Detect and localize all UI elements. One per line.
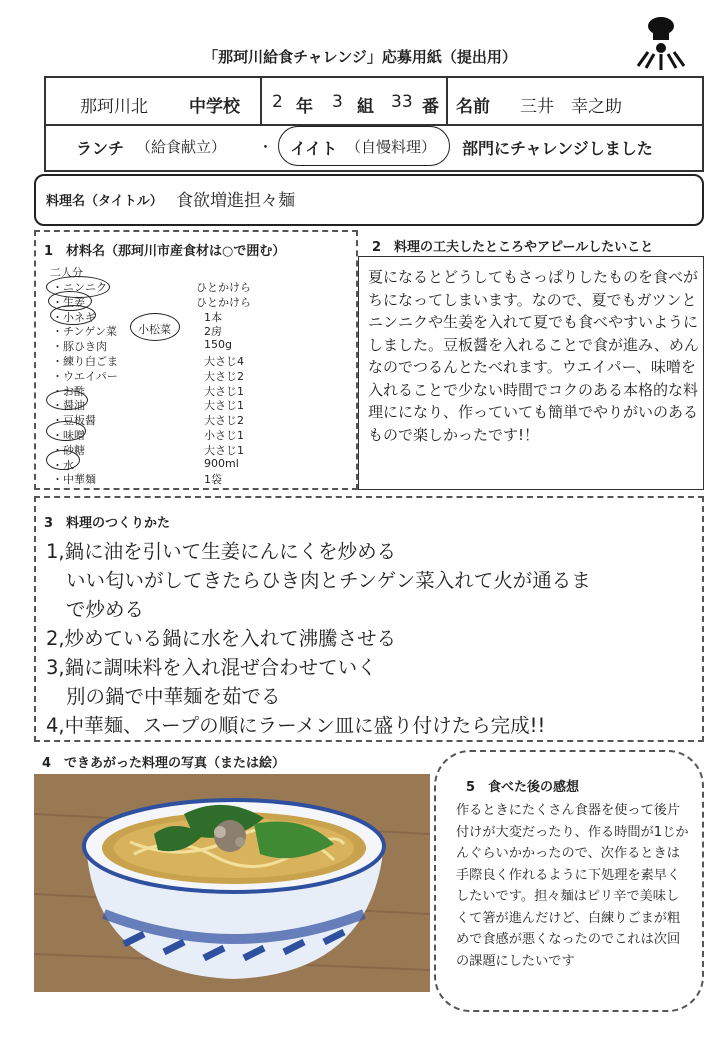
- ingredient-amount: ひとかけら: [196, 281, 251, 294]
- ingredient-name: ・醤油: [52, 399, 85, 413]
- thoughts-text: 作るときにたくさん食器を使って後片付けが大変だったり、作る時間が1じかんぐらいかかったので、次作るときは手際良く作れるように下処理を素早くしたいです。担々麺はピリ辛で美味しくて箸が進んだけど、白練りごまが粗めで食感が悪くなったのでこれは次回の課題にしたいです: [456, 803, 689, 969]
- howto-heading: 3 料理のつくりかた: [44, 516, 171, 531]
- ingredient-amount: 2房: [204, 325, 222, 339]
- appeal-heading: 2 料理の工夫したところやアピールしたいこと: [372, 240, 654, 255]
- dish-name: 食欲増進担々麺: [176, 191, 295, 211]
- ingredient-amount: 小さじ1: [204, 429, 244, 442]
- ingredient-amount: 大さじ4: [204, 355, 244, 368]
- selected-category-circle: [278, 126, 450, 166]
- chef-logo-icon: [626, 8, 696, 78]
- category-eat: イイト: [290, 139, 338, 158]
- ingredient-amount: 1袋: [204, 473, 222, 487]
- grade-label: 年: [296, 97, 313, 117]
- ingredient-name: ・中華麺: [52, 473, 96, 487]
- dish-photo: [34, 774, 430, 992]
- ingredient-amount: 大さじ2: [204, 414, 244, 428]
- category-lunch-note: （給食献立）: [136, 138, 227, 156]
- ingredient-name: ・チンゲン菜: [52, 325, 118, 339]
- challenge-text: 部門にチャレンジしました: [462, 139, 653, 158]
- student-name: 三井 幸之助: [520, 97, 622, 117]
- serving-size: 二人分: [50, 266, 83, 279]
- ingredient-amount: 150g: [204, 338, 232, 352]
- local-ingredient-circle: [46, 390, 88, 410]
- thoughts-heading: 5 食べた後の感想: [466, 780, 580, 795]
- ingredient-amount: 大さじ1: [204, 384, 244, 398]
- ingredient-name: ・練り白ごま: [52, 355, 118, 368]
- ingredient-name: ・豆板醤: [52, 414, 96, 428]
- ingredient-amount: 1本: [204, 310, 222, 324]
- form-title: 「那珂川給食チャレンジ」応募用紙（提出用）: [203, 48, 517, 66]
- photo-heading: 4 できあがった料理の写真（または絵）: [42, 756, 286, 771]
- school-type: 中学校: [189, 97, 240, 117]
- school-name: 那珂川北: [80, 97, 148, 117]
- number-value: 33: [391, 92, 413, 112]
- ingredient-amount: 大さじ2: [204, 369, 244, 383]
- ingredient-amount: 大さじ1: [204, 399, 244, 413]
- howto-step: 別の鍋で中華麺を茹でる: [66, 685, 281, 708]
- ingredient-amount: 900ml: [204, 456, 239, 470]
- appeal-text: 夏になるとどうしてもさっぱりしたものを食べがちになってしまいます。なので、夏でもガツンとニンニクや生姜を入れて夏でも食べやすいようにしました。豆板醤を入れることで食が進み、めんなのでつるんとたべれます。ウエイパー、味噌を入れることで少ない時間でコクのある本格的な料理にになり、作っていても簡単でやりがいのあるもので楽しかったです!！: [368, 268, 699, 444]
- local-ingredient-circle: [46, 450, 80, 470]
- ingredient-name: ・ニンニク: [52, 281, 107, 294]
- class-value: 3: [332, 92, 343, 112]
- category-separator: ・: [258, 138, 274, 156]
- category-eat-note: （自慢料理）: [346, 138, 437, 156]
- dish-name-label: 料理名（タイトル）: [46, 194, 163, 209]
- local-ingredient-circle: [130, 313, 180, 341]
- ingredient-name: ・味噌: [52, 429, 85, 442]
- howto-step: いい匂いがしてきたらひき肉とチンゲン菜入れて火が通るま: [66, 569, 591, 592]
- ingredient-name: ・砂糖: [52, 443, 85, 457]
- ingredient-amount: 大さじ1: [204, 443, 244, 457]
- grade-value: 2: [272, 92, 283, 112]
- local-ingredient-circle: [46, 421, 86, 441]
- category-lunch: ランチ: [76, 139, 125, 158]
- circled-extra-ingredient: 小松菜: [138, 323, 171, 336]
- number-label: 番: [422, 97, 439, 117]
- howto-step: 4,中華麺、スープの順にラーメン皿に盛り付けたら完成!!: [46, 714, 546, 737]
- ingredient-name: ・生姜: [52, 295, 85, 309]
- ingredient-name: ・水: [52, 458, 74, 472]
- name-label: 名前: [456, 97, 490, 117]
- class-label: 組: [357, 97, 374, 117]
- howto-step: で炒める: [66, 598, 145, 621]
- howto-step: 1,鍋に油を引いて生姜にんにくを炒める: [46, 540, 397, 563]
- ingredient-name: ・小ネギ: [52, 310, 96, 324]
- ingredient-name: ・豚ひき肉: [52, 340, 107, 354]
- ingredient-name: ・ウエイパー: [52, 369, 118, 383]
- ingredients-heading: 1 材料名（那珂川市産食材は○で囲む）: [44, 244, 286, 259]
- local-ingredient-circle: [50, 305, 96, 325]
- howto-step: 3,鍋に調味料を入れ混ぜ合わせていく: [46, 656, 377, 679]
- ingredient-amount: ひとかけら: [196, 295, 251, 309]
- ingredient-name: ・お酢: [52, 384, 85, 398]
- howto-step: 2,炒めている鍋に水を入れて沸騰させる: [46, 627, 397, 650]
